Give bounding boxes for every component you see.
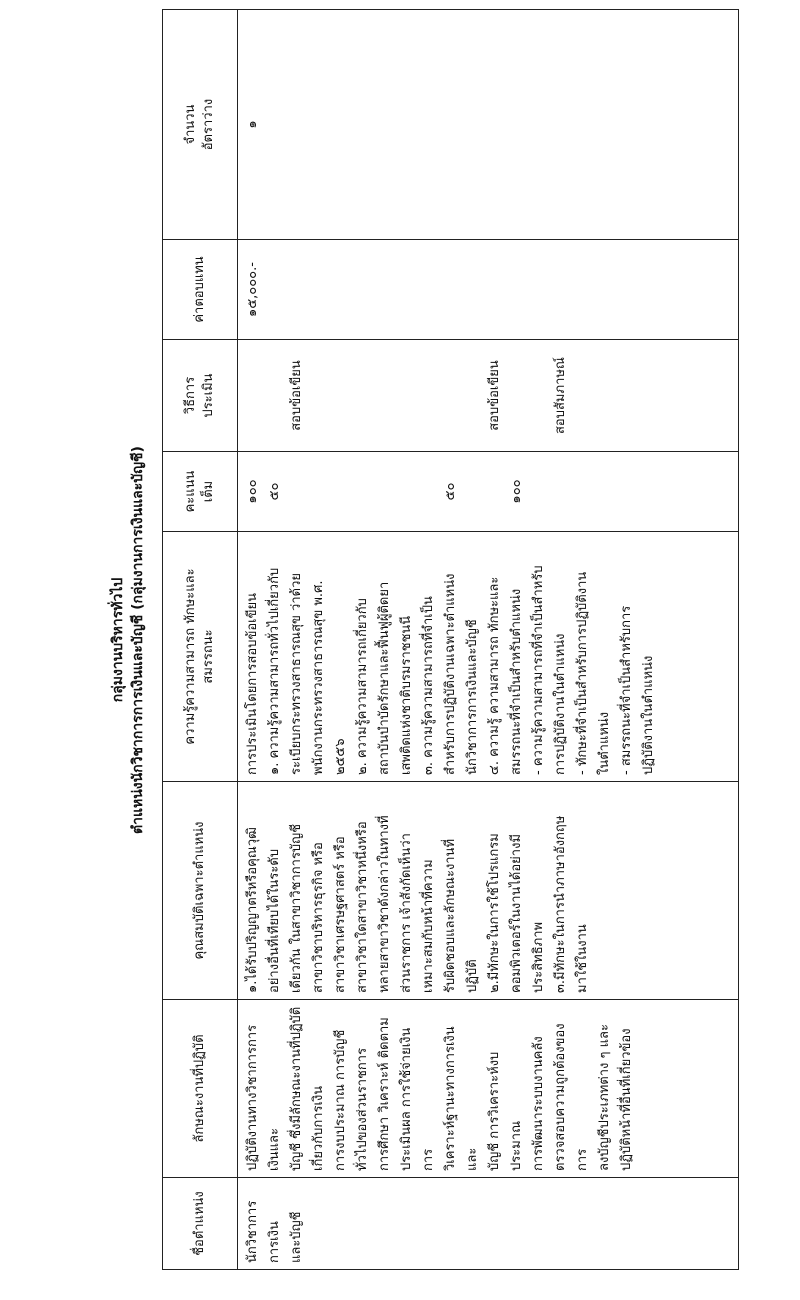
cell-competency: การประเมินโดยการสอบข้อเขียน ๑. ความรู้ความสามารถทั่วไปเกี่ยวกับ ระเบียบกระทรวงสาธารณสุข ว่าด้วย พนักงานกระทรวงสาธารณสุข พ.ศ. ๒๕๕๖ ๒. ความรู้ความสามารถเกี่ยวกับ สถาบันบำบัดรักษาและฟื้นฟูผู้ติดยา เสพติดแห่งชาติบรมราชชนนี ๓. ความรู้ความสามารถที่จำเป็น สำหรับการปฏิบัติงานเฉพาะตำแหน่ง นักวิชาการการเงินและบัญชี ๔. ความรู้ ความสามารถ ทักษะและ สมรรถนะที่จำเป็นสำหรับตำแหน่ง - ความรู้ความสามารถที่จำเป็นสำหรับ การปฏิบัติงานในตำแหน่ง - ทักษะที่จำเป็นสำหรับการปฏิบัติงาน ในตำแหน่ง - สมรรถนะที่จำเป็นสำหรับการ ปฏิบัติงานในตำแหน่ง <box>238 532 739 782</box>
position-table <box>162 9 739 1270</box>
table-row <box>238 10 739 1270</box>
title-block <box>80 10 162 1270</box>
header-evaluation-method: วิธีการ ประเมิน <box>163 340 238 452</box>
cell-position-name: นักวิชาการการเงิน และบัญชี <box>238 1178 739 1270</box>
header-competency: ความรู้ความสามารถ ทักษะและ สมรรถนะ <box>163 532 238 782</box>
header-position-name: ชื่อตำแหน่ง <box>163 1178 238 1270</box>
position-title: ตำแหน่งนักวิชาการการเงินและบัญชี (กลุ่มงานการเงินและบัญชี) <box>130 446 146 834</box>
cell-job-description: ปฏิบัติงานทางวิชาการการเงินและ บัญชี ซึ่งมีลักษณะงานที่ปฏิบัติ เกี่ยวกับการเงิน การงบประมาณ การบัญชี ทั่วไปของส่วนราชการ การศึกษา วิเคราะห์ ติดตาม ประเมินผล การใช้จ่ายเงิน การ วิเคราะห์ฐานะทางการเงินและ บัญชี การวิเคราะห์งบประมาณ การพัฒนาระบบงานคลัง ตรวจสอบความถูกต้องของการ ลงบัญชีประเภทต่าง ๆ และ ปฏิบัติหน้าที่อื่นที่เกี่ยวข้อง <box>238 1000 739 1178</box>
header-vacancies: จำนวน อัตราว่าง <box>163 10 238 240</box>
header-compensation: ค่าตอบแทน <box>163 240 238 340</box>
header-qualifications: คุณสมบัติเฉพาะตำแหน่ง <box>163 782 238 1000</box>
cell-evaluation-method: สอบข้อเขียน สอบข้อเขียน สอบสัมภาษณ์ <box>238 340 739 452</box>
cell-compensation: ๑๕,๐๐๐.- <box>238 240 739 340</box>
header-job-description: ลักษณะงานที่ปฏิบัติ <box>163 1000 238 1178</box>
header-full-score: คะแนน เต็ม <box>163 452 238 532</box>
table-header-row <box>163 10 238 1270</box>
document-title: กลุ่มงานบริหารทั่วไป <box>110 577 126 703</box>
cell-qualifications: ๑.ได้รับปริญญาตรีหรือคุณวุฒิ อย่างอื่นที่เทียบได้ในระดับ เดียวกัน ในสาขาวิชาการบัญชี สาขาวิชาบริหารธุรกิจ หรือ สาขาวิชาเศรษฐศาสตร์ หรือ สาขาวิชาใดสาขาวิชาหนึ่งหรือ หลายสาขาวิชาดังกล่าวในทางที่ ส่วนราชการ เจ้าสังกัดเห็นว่า เหมาะสมกับหน้าที่ความ รับผิดชอบและลักษณะงานที่ ปฏิบัติ ๒.มีทักษะในการใช้โปรแกรม คอมพิวเตอร์ในงานได้อย่างมี ประสิทธิภาพ ๓.มีทักษะในการนำภาษาอังกฤษ มาใช้ในงาน <box>238 782 739 1000</box>
cell-full-score: ๑๐๐ ๕๐ ๕๐ ๑๐๐ <box>238 452 739 532</box>
cell-vacancies: ๑ <box>238 10 739 240</box>
document-sheet <box>80 10 720 1270</box>
